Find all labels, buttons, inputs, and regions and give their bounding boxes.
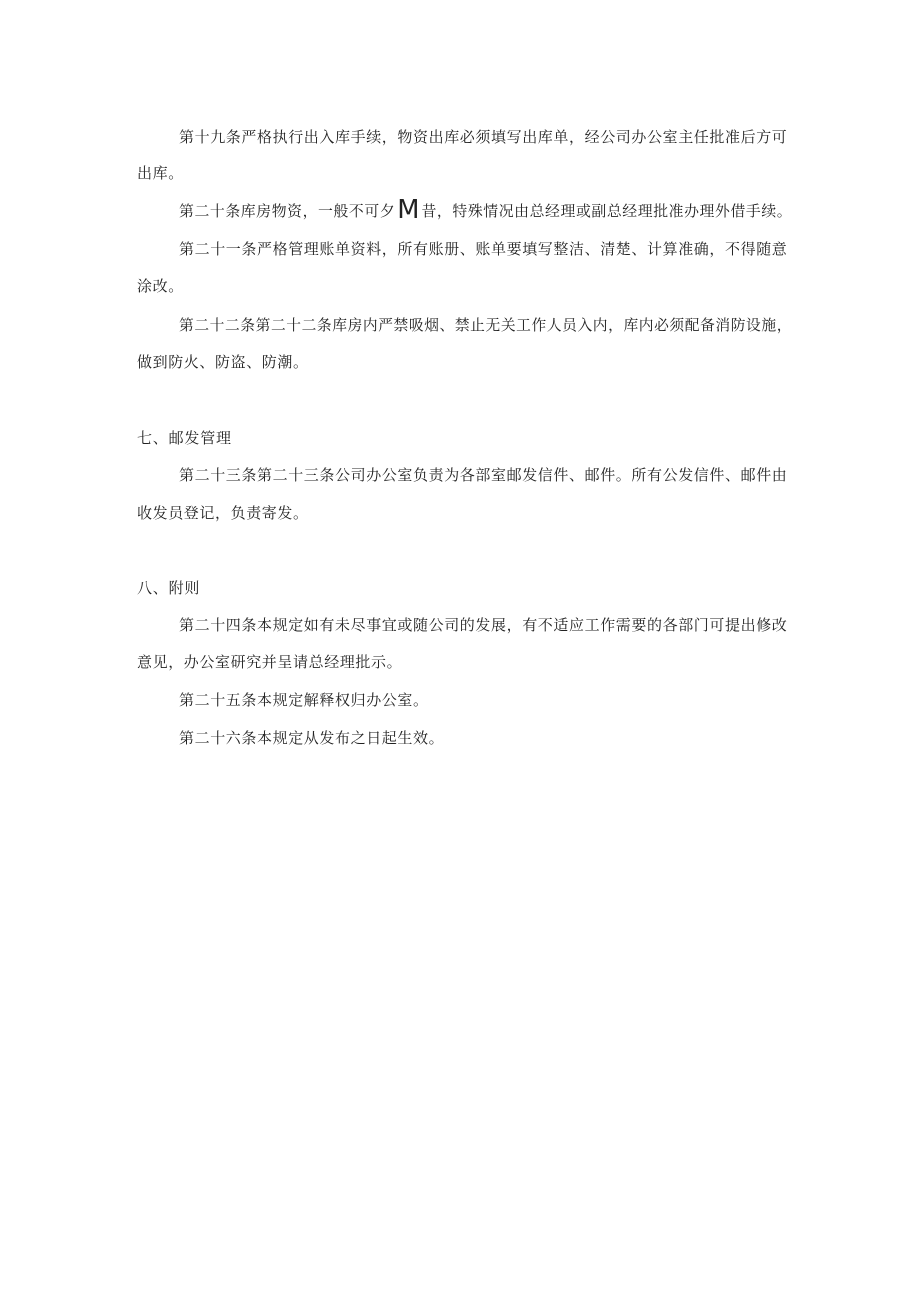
article-21-line-1: 第二十一条严格管理账单资料，所有账册、账单要填写整洁、清楚、计算准确，不得随意 bbox=[179, 240, 788, 258]
article-24-line-1: 第二十四条本规定如有未尽事宜或随公司的发展，有不适应工作需要的各部门可提出修改 bbox=[179, 616, 788, 634]
article-24-line-2: 意见，办公室研究并呈请总经理批示。 bbox=[137, 653, 403, 671]
article-26: 第二十六条本规定从发布之日起生效。 bbox=[179, 729, 445, 747]
article-25: 第二十五条本规定解释权归办公室。 bbox=[179, 691, 429, 709]
article-20-part-a: 第二十条库房物资，一般不可夕 bbox=[179, 202, 396, 220]
article-21-line-2: 涂改。 bbox=[137, 277, 184, 295]
section-heading-7: 七、邮发管理 bbox=[137, 429, 232, 447]
article-20-glyph: M bbox=[397, 195, 420, 225]
section-heading-8: 八、附则 bbox=[137, 579, 201, 597]
article-20 bbox=[179, 195, 793, 225]
article-23-line-2: 收发员登记，负责寄发。 bbox=[137, 504, 309, 522]
article-23-line-1: 第二十三条第二十三条公司办公室负责为各部室邮发信件、邮件。所有公发信件、邮件由 bbox=[179, 466, 788, 484]
article-20-part-b: 昔，特殊情况由总经理或副总经理批准办理外借手续。 bbox=[421, 202, 793, 220]
article-19-line-2: 出库。 bbox=[137, 164, 184, 182]
article-22-line-1: 第二十二条第二十二条库房内严禁吸烟、禁止无关工作人员入内，库内必须配备消防设施， bbox=[179, 316, 793, 334]
article-19-line-1: 第十九条严格执行出入库手续，物资出库必须填写出库单，经公司办公室主任批准后方可 bbox=[179, 128, 788, 146]
article-22-line-2: 做到防火、防盗、防潮。 bbox=[137, 353, 309, 371]
